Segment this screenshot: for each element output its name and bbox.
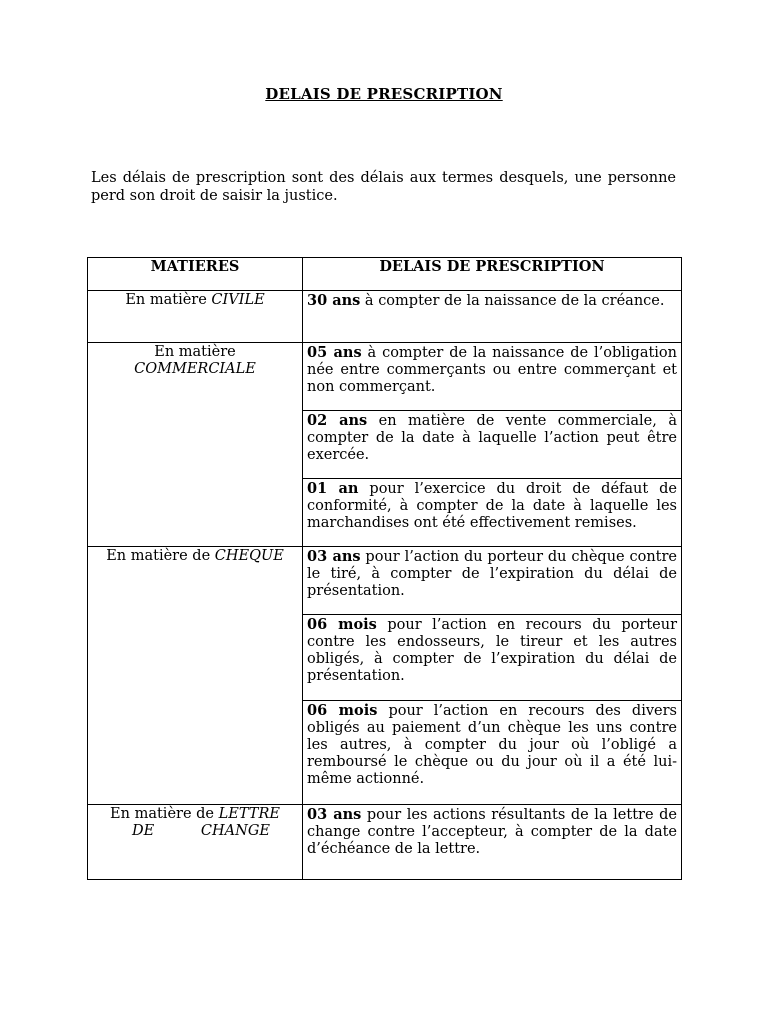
delay-cheque-1 <box>303 547 682 615</box>
delay-lettre-1 <box>303 805 682 880</box>
matter-commerciale <box>88 343 303 547</box>
delay-text: à compter de la naissance de l’obligation née entre commerçants ou entre commerçant et non commerçant. <box>307 345 677 395</box>
delay-text: en matière de vente commerciale, à compter de la date à laquelle l’action peut être exercée. <box>307 413 677 463</box>
delay-text: pour l’action en recours des divers obligés au paiement d’un chèque les uns contre les autres, à compter du jour où l’obligé a remboursé le chèque ou du jour où il a été lui-même actionné. <box>307 703 677 787</box>
delay-cheque-3 <box>303 701 682 805</box>
matter-name: COMMERCIALE <box>134 361 256 377</box>
delay-civile-1 <box>303 291 682 343</box>
matter-name-line1: LETTRE <box>218 806 280 822</box>
delay-duration: 05 ans <box>307 344 362 361</box>
matter-civile <box>88 291 303 343</box>
matter-name: CHEQUE <box>214 548 284 564</box>
matter-prefix: En matière de <box>110 806 219 822</box>
delay-text: pour l’exercice du droit de défaut de conformité, à compter de la date à laquelle les marchandises ont été effectivement remises. <box>307 481 677 531</box>
delay-duration: 02 ans <box>307 412 368 429</box>
header-delais: DELAIS DE PRESCRIPTION <box>303 258 682 291</box>
matter-name-line2: DE CHANGE <box>132 823 270 839</box>
delay-duration: 06 mois <box>307 616 377 633</box>
matter-prefix: En matière <box>125 292 212 308</box>
prescription-table <box>87 257 682 880</box>
delay-commerciale-3 <box>303 479 682 547</box>
table-header-row <box>88 258 682 291</box>
delay-duration: 01 an <box>307 480 359 497</box>
delay-duration: 06 mois <box>307 702 378 719</box>
delay-commerciale-2 <box>303 411 682 479</box>
delay-text: pour l’action en recours du porteur contre les endosseurs, le tireur et les autres obligés, à compter de l’expiration du délai de présentation. <box>307 617 677 684</box>
delay-duration: 03 ans <box>307 806 362 823</box>
table-row-civile <box>88 291 682 343</box>
table-row-lettre <box>88 805 682 880</box>
delay-text: pour l’action du porteur du chèque contre le tiré, à compter de l’expiration du délai de présentation. <box>307 549 677 599</box>
intro-paragraph: Les délais de prescription sont des délais aux termes desquels, une personne perd son droit de saisir la justice. <box>91 169 676 204</box>
delay-cheque-2 <box>303 615 682 701</box>
delay-commerciale-1 <box>303 343 682 411</box>
delay-duration: 30 ans <box>307 292 361 309</box>
header-matieres: MATIERES <box>88 258 303 291</box>
table-row-cheque-1 <box>88 547 682 615</box>
matter-name: CIVILE <box>211 292 265 308</box>
matter-lettre <box>88 805 303 880</box>
table-row-commerciale-1 <box>88 343 682 411</box>
matter-prefix: En matière <box>154 344 236 360</box>
delay-text: pour les actions résultants de la lettre de change contre l’accepteur, à compter de la date d’échéance de la lettre. <box>307 807 677 857</box>
document-title: DELAIS DE PRESCRIPTION <box>265 85 503 103</box>
matter-cheque <box>88 547 303 805</box>
delay-text: à compter de la naissance de la créance. <box>360 293 665 309</box>
delay-duration: 03 ans <box>307 548 361 565</box>
matter-prefix: En matière de <box>106 548 215 564</box>
